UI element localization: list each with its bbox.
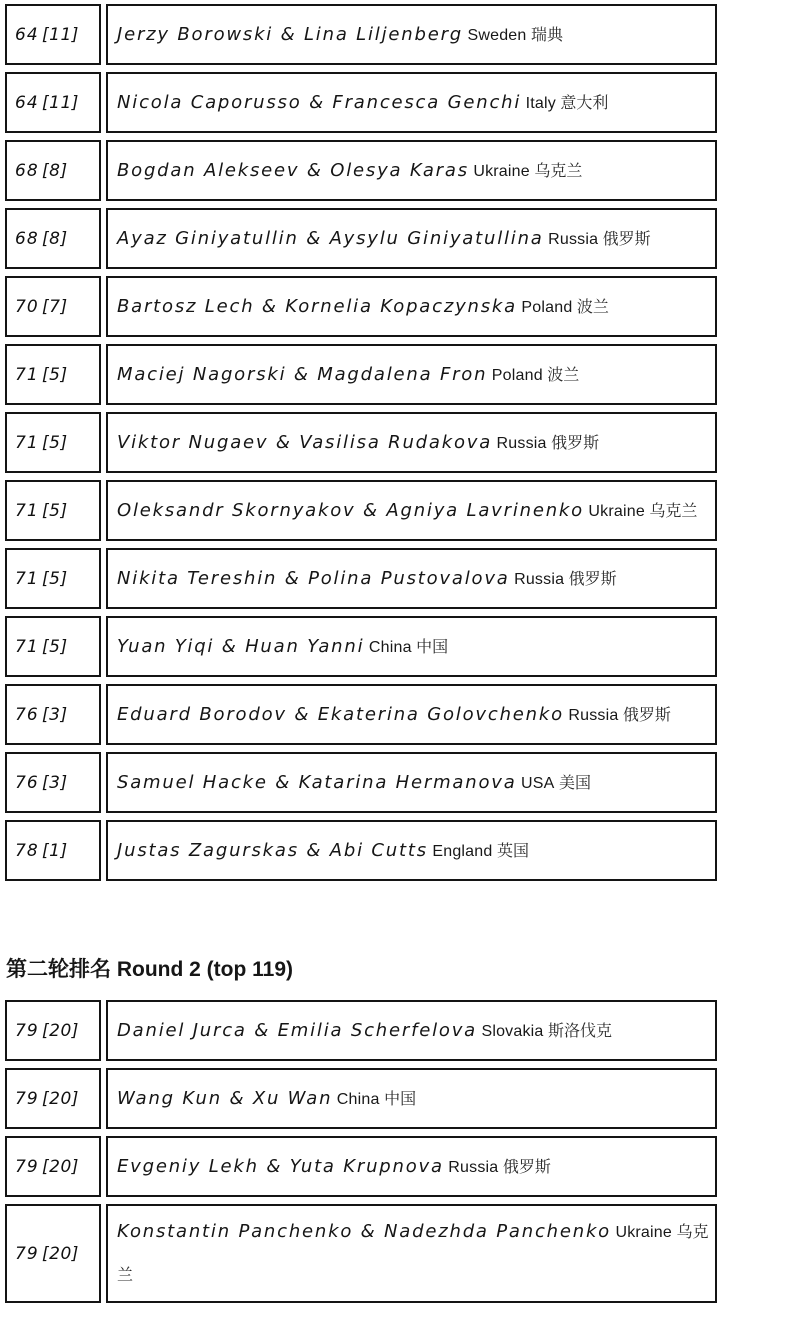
bib-number: [20] xyxy=(42,1088,79,1109)
rank-value: 76 xyxy=(15,704,39,725)
country-chinese: 中国 xyxy=(384,1090,417,1108)
rank-cell xyxy=(5,1068,101,1129)
table-row xyxy=(5,1000,717,1061)
country-chinese: 美国 xyxy=(558,774,591,792)
couple-text-line xyxy=(117,353,579,397)
couple-cell xyxy=(106,1136,717,1197)
country-chinese: 中国 xyxy=(416,638,449,656)
couple-cell xyxy=(106,1204,717,1303)
rank-cell xyxy=(5,684,101,745)
country-chinese: 波兰 xyxy=(576,298,609,316)
couple-names: Viktor Nugaev & Vasilisa Rudakova xyxy=(117,431,493,453)
rank-value: 68 xyxy=(15,228,39,249)
country-chinese: 乌克兰 xyxy=(534,162,583,180)
couple-names: Oleksandr Skornyakov & Agniya Lavrinenko xyxy=(117,499,584,521)
country-name: Russia xyxy=(568,706,619,724)
rank-cell xyxy=(5,480,101,541)
bib-number: [8] xyxy=(42,228,68,249)
table-row xyxy=(5,752,717,813)
couple-cell xyxy=(106,208,717,269)
table-row xyxy=(5,72,717,133)
bib-number: [3] xyxy=(42,704,68,725)
couple-cell xyxy=(106,548,717,609)
country-chinese: 俄罗斯 xyxy=(622,706,671,724)
bib-number: [11] xyxy=(42,24,79,45)
rank-cell xyxy=(5,1136,101,1197)
country-chinese: 意大利 xyxy=(560,94,609,112)
couple-text-line xyxy=(117,421,599,465)
rank-value: 71 xyxy=(15,432,39,453)
country-name: Ukraine xyxy=(473,162,530,180)
country-name: Ukraine xyxy=(615,1224,672,1241)
table-row xyxy=(5,1136,717,1197)
country-name: Russia xyxy=(514,570,565,588)
rank-value: 64 xyxy=(15,24,39,45)
table-row xyxy=(5,480,717,541)
couple-text-line xyxy=(117,1145,551,1189)
bib-number: [7] xyxy=(42,296,68,317)
couple-cell xyxy=(106,4,717,65)
country-name: USA xyxy=(521,774,555,792)
table-row xyxy=(5,276,717,337)
bib-number: [20] xyxy=(42,1243,79,1264)
country-name: England xyxy=(432,842,493,860)
rank-value: 71 xyxy=(15,636,39,657)
country-name: Slovakia xyxy=(481,1022,544,1040)
table-row xyxy=(5,140,717,201)
couple-names: Jerzy Borowski & Lina Liljenberg xyxy=(117,23,464,45)
round2-section-heading: 第二轮排名 Round 2 (top 119) xyxy=(6,958,294,981)
rank-value: 70 xyxy=(15,296,39,317)
couple-names: Daniel Jurca & Emilia Scherfelova xyxy=(117,1019,477,1041)
bib-number: [5] xyxy=(42,364,68,385)
couple-text-line xyxy=(117,693,671,737)
country-name: Russia xyxy=(448,1158,499,1176)
table-row xyxy=(5,344,717,405)
bib-number: [20] xyxy=(42,1020,79,1041)
rank-value: 78 xyxy=(15,840,39,861)
bib-number: [5] xyxy=(42,500,68,521)
rank-cell xyxy=(5,820,101,881)
rank-cell xyxy=(5,412,101,473)
bib-number: [5] xyxy=(42,432,68,453)
couple-cell xyxy=(106,412,717,473)
country-chinese: 俄罗斯 xyxy=(602,230,651,248)
country-name: Sweden xyxy=(467,26,527,44)
country-name: Ukraine xyxy=(588,502,645,520)
couple-names: Justas Zagurskas & Abi Cutts xyxy=(117,839,428,861)
couple-text-line xyxy=(117,761,591,805)
couple-names: Ayaz Giniyatullin & Aysylu Giniyatullina xyxy=(117,227,544,249)
couple-names: Nicola Caporusso & Francesca Genchi xyxy=(117,91,522,113)
bib-number: [5] xyxy=(42,636,68,657)
rank-cell xyxy=(5,1000,101,1061)
couple-cell xyxy=(106,344,717,405)
couple-cell xyxy=(106,72,717,133)
bib-number: [5] xyxy=(42,568,68,589)
rank-value: 71 xyxy=(15,364,39,385)
rank-cell xyxy=(5,208,101,269)
couple-text-line xyxy=(117,13,563,57)
country-name: China xyxy=(336,1090,380,1108)
couple-cell xyxy=(106,276,717,337)
bib-number: [20] xyxy=(42,1156,79,1177)
table-row xyxy=(5,208,717,269)
country-name: Poland xyxy=(491,366,543,384)
country-chinese: 英国 xyxy=(496,842,529,860)
couple-text-line xyxy=(117,81,608,125)
couple-names: Evgeniy Lekh & Yuta Krupnova xyxy=(117,1155,444,1177)
couple-text-line xyxy=(117,285,609,329)
couple-text-line xyxy=(117,217,651,261)
bib-number: [8] xyxy=(42,160,68,181)
rank-value: 64 xyxy=(15,92,39,113)
bib-number: [3] xyxy=(42,772,68,793)
bib-number: [11] xyxy=(42,92,79,113)
rank-cell xyxy=(5,276,101,337)
table-row xyxy=(5,684,717,745)
rank-cell xyxy=(5,752,101,813)
couple-cell xyxy=(106,1068,717,1129)
country-chinese: 俄罗斯 xyxy=(551,434,600,452)
country-name: Poland xyxy=(521,298,573,316)
country-chinese: 瑞典 xyxy=(530,26,563,44)
couple-names: Maciej Nagorski & Magdalena Fron xyxy=(117,363,488,385)
round1-ranking-table xyxy=(5,4,717,881)
couple-text-line xyxy=(117,1077,416,1121)
couple-cell xyxy=(106,480,717,541)
table-row xyxy=(5,1068,717,1129)
couple-text-line xyxy=(117,829,529,873)
couple-text-line xyxy=(117,625,448,669)
couple-text-line xyxy=(117,149,582,193)
country-chinese: 俄罗斯 xyxy=(502,1158,551,1176)
rank-value: 68 xyxy=(15,160,39,181)
rank-value: 79 xyxy=(15,1088,39,1109)
country-name: China xyxy=(368,638,412,656)
rank-value: 79 xyxy=(15,1020,39,1041)
rank-value: 79 xyxy=(15,1156,39,1177)
rank-cell xyxy=(5,616,101,677)
couple-cell xyxy=(106,1000,717,1061)
couple-cell xyxy=(106,616,717,677)
rank-cell xyxy=(5,72,101,133)
rank-value: 79 xyxy=(15,1243,39,1264)
rank-cell xyxy=(5,548,101,609)
couple-cell xyxy=(106,140,717,201)
country-chinese: 乌克兰 xyxy=(649,502,698,520)
rank-cell xyxy=(5,140,101,201)
country-chinese: 乌克兰 xyxy=(117,1224,709,1284)
country-name: Russia xyxy=(548,230,599,248)
couple-names: Nikita Tereshin & Polina Pustovalova xyxy=(117,567,510,589)
bib-number: [1] xyxy=(42,840,68,861)
couple-names: Wang Kun & Xu Wan xyxy=(117,1087,333,1109)
rank-cell xyxy=(5,344,101,405)
rank-cell xyxy=(5,4,101,65)
rank-value: 71 xyxy=(15,568,39,589)
country-name: Russia xyxy=(496,434,547,452)
couple-names: Yuan Yiqi & Huan Yanni xyxy=(117,635,365,657)
rank-cell xyxy=(5,1204,101,1303)
couple-cell xyxy=(106,752,717,813)
couple-text-line xyxy=(117,1009,612,1053)
table-row xyxy=(5,1204,717,1303)
couple-text-line xyxy=(117,557,617,601)
rank-value: 76 xyxy=(15,772,39,793)
country-chinese: 俄罗斯 xyxy=(568,570,617,588)
couple-text-line xyxy=(117,489,697,533)
couple-names: Eduard Borodov & Ekaterina Golovchenko xyxy=(117,703,564,725)
couple-names: Bartosz Lech & Kornelia Kopaczynska xyxy=(117,295,517,317)
couple-cell xyxy=(106,820,717,881)
table-row xyxy=(5,616,717,677)
table-row xyxy=(5,820,717,881)
couple-cell xyxy=(106,684,717,745)
country-name: Italy xyxy=(525,94,556,112)
round2-ranking-table xyxy=(5,1000,717,1303)
table-row xyxy=(5,4,717,65)
couple-text-line xyxy=(117,1210,713,1297)
couple-names: Samuel Hacke & Katarina Hermanova xyxy=(117,771,517,793)
table-row xyxy=(5,548,717,609)
country-chinese: 斯洛伐克 xyxy=(547,1022,612,1040)
rank-value: 71 xyxy=(15,500,39,521)
table-row xyxy=(5,412,717,473)
couple-names: Bogdan Alekseev & Olesya Karas xyxy=(117,159,469,181)
country-chinese: 波兰 xyxy=(547,366,580,384)
couple-names: Konstantin Panchenko & Nadezhda Panchenko xyxy=(117,1221,611,1242)
